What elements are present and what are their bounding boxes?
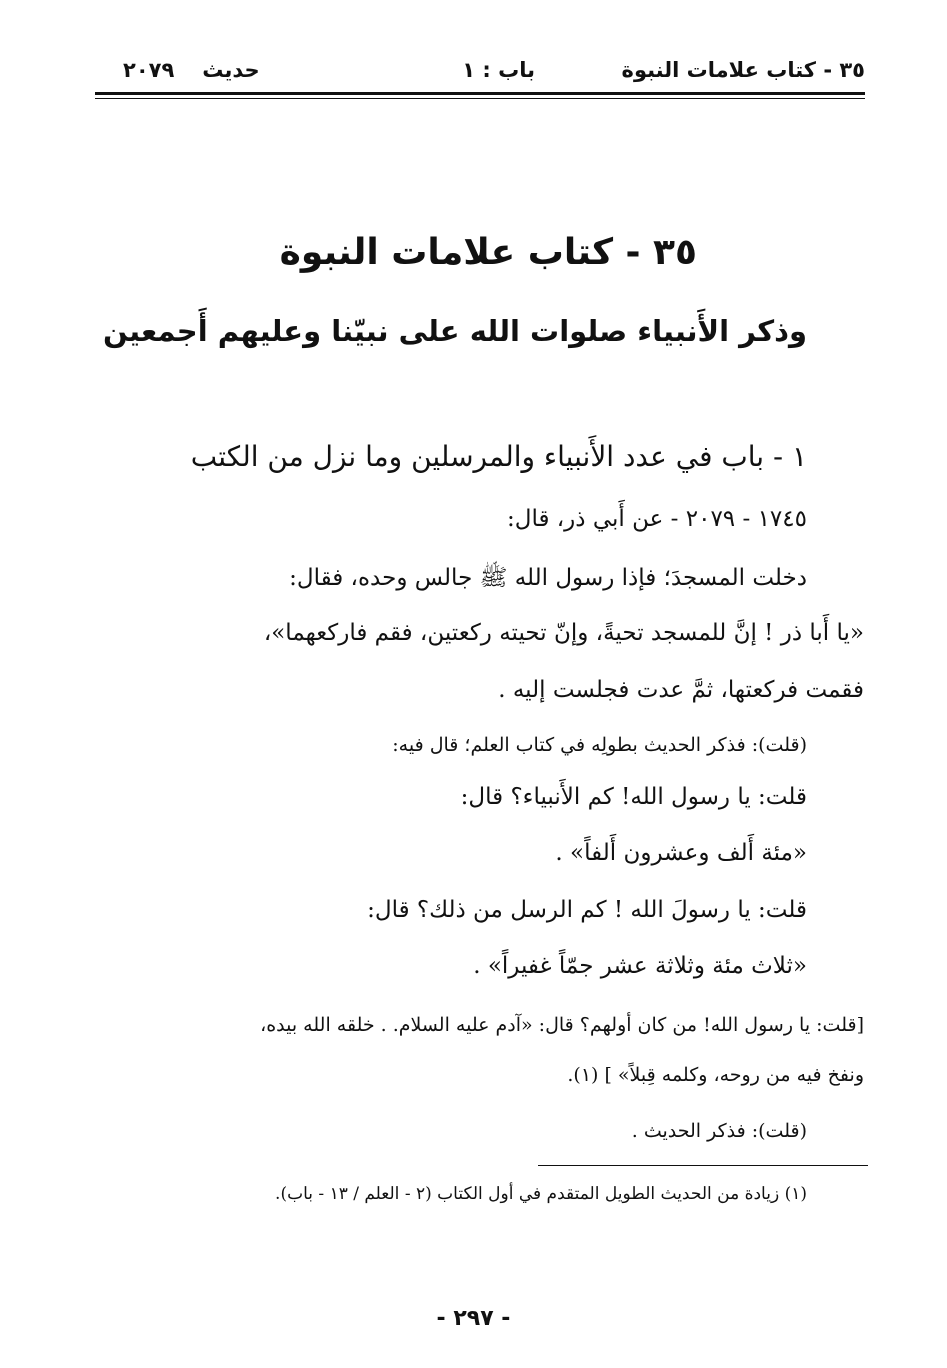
footnote-rule — [538, 1165, 868, 1166]
hadith-line: ١٧٤٥ - ٢٠٧٩ - عن أَبي ذر، قال: — [506, 506, 807, 532]
hadith-line: فقمت فركعتها، ثمَّ عدت فجلست إليه . — [498, 677, 864, 703]
book-title: ٣٥ - كتاب علامات النبوة — [279, 232, 697, 273]
hadith-line: قلت: يا رسولَ الله ! كم الرسل من ذلك؟ قال: — [367, 897, 807, 923]
header-rule-thick — [95, 92, 865, 95]
header-book-title: ٣٥ - كتاب علامات النبوة — [621, 58, 865, 82]
hadith-line: (قلت): فذكر الحديث بطولِه في كتاب العلم؛ قال فيه: — [392, 734, 807, 756]
book-subtitle: وذكر الأَنبياء صلوات الله على نبيّنا وعليهم أَجمعين — [103, 314, 807, 348]
hadith-line: «ثلاث مئة وثلاثة عشر جمّاً غفيراً» . — [473, 953, 807, 979]
hadith-line: «مئة أَلف وعشرون أَلفاً» . — [555, 840, 807, 866]
hadith-line: دخلت المسجدَ؛ فإذا رسول الله ﷺ جالس وحده، فقال: — [289, 565, 807, 591]
page-number: - ٢٩٧ - — [436, 1306, 511, 1331]
chapter-heading: ١ - باب في عدد الأَنبياء والمرسلين وما نزل من الكتب — [190, 440, 807, 473]
header-chapter: باب : ١ — [462, 58, 535, 82]
header-hadith-label: حديث — [202, 58, 260, 82]
header-hadith-number: ٢٠٧٩ — [123, 58, 175, 82]
hadith-line: ونفخ فيه من روحه، وكلمه قِبلاً» ] (١). — [567, 1064, 864, 1086]
header-rule-thin — [95, 98, 865, 99]
hadith-line: [قلت: يا رسول الله! من كان أولهم؟ قال: «آدم عليه السلام. . خلقه الله بيده، — [260, 1014, 864, 1036]
hadith-line: (قلت): فذكر الحديث . — [631, 1120, 807, 1142]
header-hadith — [95, 58, 260, 82]
footnote: (١) زيادة من الحديث الطويل المتقدم في أول الكتاب (٢ - العلم / ١٣ - باب). — [275, 1184, 807, 1204]
hadith-line: قلت: يا رسول الله! كم الأَنبياء؟ قال: — [460, 784, 807, 810]
hadith-line: «يا أَبا ذر ! إنَّ للمسجد تحيةً، وإنّ تحيته ركعتين، فقم فاركعهما»، — [263, 620, 864, 646]
running-header — [95, 56, 865, 96]
